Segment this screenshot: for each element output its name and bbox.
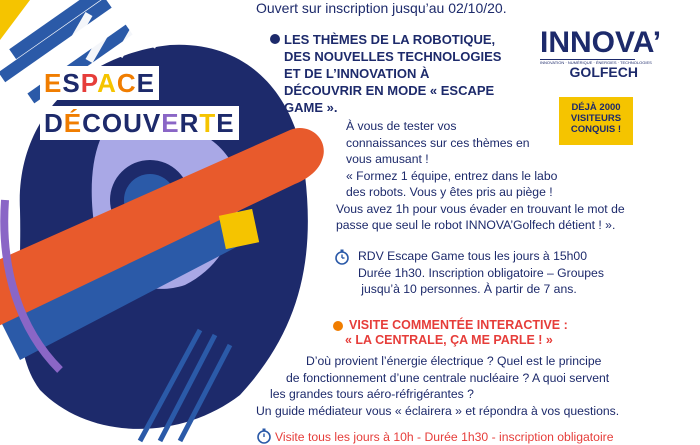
section2-title (333, 318, 613, 348)
section2-title-line: « LA CENTRALE, ÇA ME PARLE ! » (345, 333, 553, 347)
badge-letter: E (161, 108, 180, 138)
bullet-icon (270, 34, 280, 44)
badge-letter: R (179, 108, 200, 138)
badge-letter: S (62, 68, 81, 98)
badge-letter: D (44, 108, 64, 138)
badge-letter: E (136, 68, 156, 98)
body-line: D’où provient l’énergie électrique ? Quel est le principe (306, 354, 602, 368)
visitors-badge-line: CONQUIS ! (570, 124, 622, 135)
badge-letter: C (82, 108, 102, 138)
section1-title-line: DES NOUVELLES TECHNOLOGIES (284, 49, 502, 64)
body-line: Vous avez 1h pour vous évader en trouvant le mot de (336, 201, 625, 216)
schedule-line: RDV Escape Game tous les jours à 15h00 (358, 249, 587, 263)
section1-title (284, 31, 534, 116)
section1-title-line: DÉCOUVRIR EN MODE « ESCAPE (284, 83, 495, 98)
badge-letter: E (216, 108, 235, 138)
espace-decouverte-badge (40, 66, 272, 144)
body-line: de fonctionnement d’une centrale nucléaire ? A quoi servent (286, 370, 610, 385)
innova-golfech-logo (540, 26, 662, 88)
visitors-badge-line: VISITEURS (570, 113, 622, 124)
badge-letter: É (63, 108, 83, 138)
body-line: les grandes tours aéro-réfrigérantes ? (270, 387, 474, 401)
registration-note: Ouvert sur inscription jusqu’au 02/10/20. (256, 0, 507, 16)
badge-line-espace (40, 66, 159, 100)
yellow-triangle-shape (0, 0, 30, 40)
body-line: vous amusant ! (346, 152, 429, 166)
body-line: Un guide médiateur vous « éclairera » et répondra à vos questions. (256, 403, 620, 418)
badge-letter: C (116, 68, 137, 98)
section2-body (256, 353, 656, 419)
body-line: connaissances sur ces thèmes en (346, 135, 530, 150)
body-line: « Formez 1 équipe, entrez dans le labo (346, 168, 558, 183)
section1-title-line: GAME ». (284, 100, 338, 115)
badge-letter: P (80, 68, 98, 98)
badge-line-decouverte (40, 106, 239, 140)
badge-letter: OUV (101, 108, 162, 138)
guided-visit-schedule (256, 428, 696, 445)
section1-title-line: ET DE L’INNOVATION À (284, 66, 430, 81)
schedule-line: jusqu’à 10 personnes. À partir de 7 ans. (361, 282, 577, 296)
badge-letter: T (199, 108, 217, 138)
section1-title-line: LES THÈMES DE LA ROBOTIQUE, (284, 32, 496, 47)
logo-main-text: INNOVA’ (540, 26, 662, 59)
body-line: des robots. Vous y êtes pris au piège ! (346, 185, 553, 199)
yellow-square-shape (219, 209, 259, 249)
logo-tagline: INNOVATION · NUMÉRIQUE · ÉNERGIES · TECHNOLOGIES (540, 60, 652, 65)
badge-letter: A (97, 68, 117, 98)
visitors-badge-line: DÉJÀ 2000 (571, 102, 621, 113)
badge-letter: E (44, 68, 63, 98)
escape-game-schedule (334, 248, 604, 298)
visit-info-text: Visite tous les jours à 10h - Durée 1h30 - inscription obligatoire (275, 430, 614, 444)
body-line: passe que seul le robot INNOVA’Golfech détient ! ». (336, 218, 616, 232)
section1-body (336, 118, 654, 234)
bullet-icon (333, 321, 343, 331)
stopwatch-icon (256, 428, 272, 444)
section2-title-line: VISITE COMMENTÉE INTERACTIVE : (349, 318, 568, 332)
schedule-line: Durée 1h30. Inscription obligatoire – Groupes (358, 265, 604, 280)
body-line: À vous de tester vos (346, 119, 457, 133)
logo-golfech-text: GOLFECH (569, 64, 638, 80)
stopwatch-icon (334, 249, 350, 265)
